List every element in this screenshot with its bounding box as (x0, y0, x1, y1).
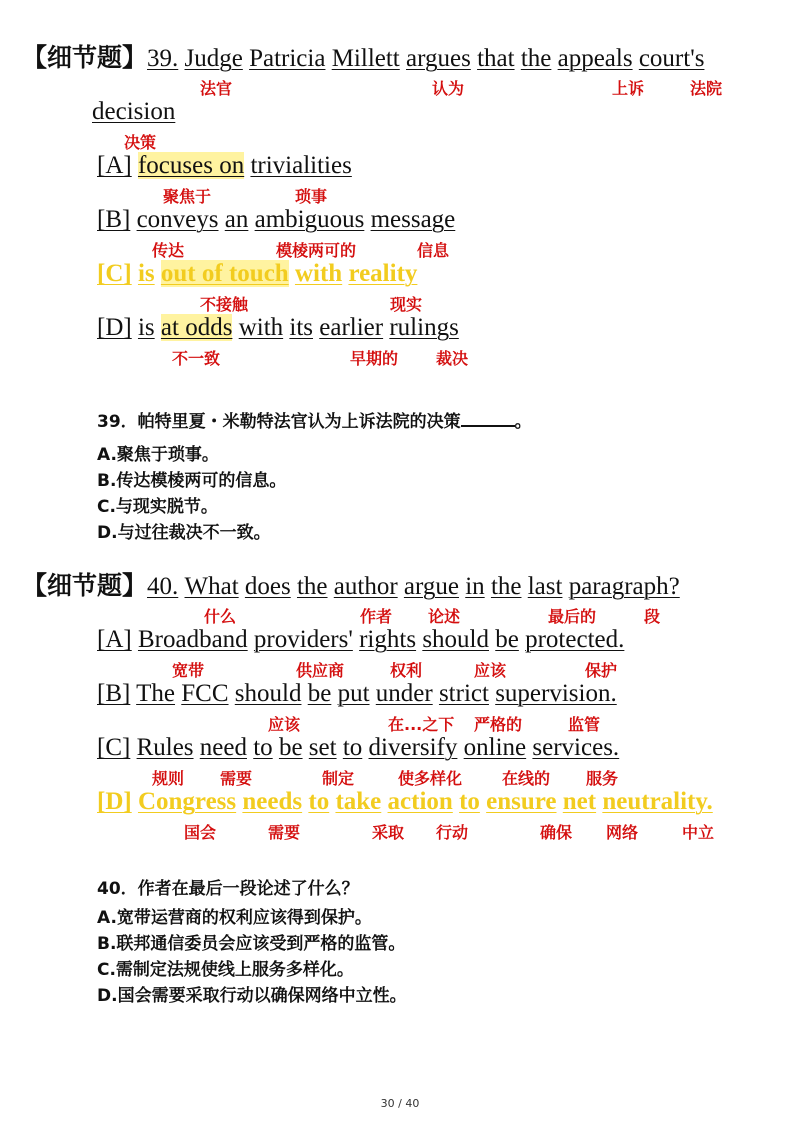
word: diversify (368, 734, 458, 761)
word: its (289, 314, 314, 341)
answer-blank (461, 411, 515, 427)
word: Congress (137, 788, 237, 815)
word: argues (406, 45, 471, 72)
word: neutrality. (602, 788, 713, 815)
gloss: 供应商 (296, 661, 345, 680)
word: should (234, 680, 302, 707)
word-highlight: out of touch (160, 260, 289, 287)
translation-39-option-b: B.传达模棱两可的信息。 (97, 471, 287, 491)
gloss: 裁决 (436, 349, 469, 368)
word-highlight: at odds (160, 314, 233, 341)
gloss: 国会 (184, 823, 217, 842)
translation-39-stem (97, 407, 532, 432)
gloss: 需要 (220, 769, 253, 788)
word: [C] (97, 260, 132, 287)
gloss: 监管 (568, 715, 601, 734)
word: needs (242, 788, 303, 815)
word: supervision. (495, 680, 617, 707)
gloss: 传达 (152, 241, 185, 260)
word: rulings (389, 314, 459, 341)
gloss: 什么 (204, 607, 237, 626)
word: reality (348, 260, 418, 287)
word: to (342, 734, 363, 761)
word: Rules (136, 734, 194, 761)
word: FCC (181, 680, 229, 707)
gloss: 上诉 (612, 79, 645, 98)
gloss: 中立 (682, 823, 715, 842)
word: Broadband (137, 626, 248, 653)
gloss: 法官 (200, 79, 233, 98)
word: put (337, 680, 370, 707)
gloss: 模棱两可的 (276, 241, 357, 260)
gloss: 使多样化 (398, 769, 463, 788)
page-number (0, 1097, 800, 1110)
gloss: 聚焦于 (163, 187, 212, 206)
word: [D] (97, 314, 132, 341)
word: be (307, 680, 332, 707)
word: the (520, 45, 552, 72)
option-40-d-answer (97, 786, 713, 818)
word: under (375, 680, 433, 707)
gloss: 法院 (690, 79, 723, 98)
gloss: 在线的 (502, 769, 551, 788)
word: message (370, 206, 456, 233)
word: strict (438, 680, 489, 707)
word: [D] (97, 788, 132, 815)
gloss: 行动 (436, 823, 469, 842)
word: is (137, 314, 155, 341)
gloss: 权利 (390, 661, 423, 680)
gloss: 段 (644, 607, 661, 626)
word: to (253, 734, 273, 761)
word: appeals (557, 45, 633, 72)
word: protected. (525, 626, 625, 653)
word: services. (532, 734, 620, 761)
word: to (459, 788, 480, 815)
word: last (527, 573, 563, 600)
option-40-b (97, 678, 617, 710)
word: [B] (97, 206, 131, 233)
word: in (465, 573, 485, 600)
gloss: 采取 (372, 823, 405, 842)
gloss: 不一致 (172, 349, 221, 368)
question-39-stem-cont (92, 96, 175, 128)
word: trivialities (250, 152, 352, 179)
word: net (562, 788, 597, 815)
gloss: 在...之下 (388, 715, 455, 734)
section-tag: 【细节题】 (22, 43, 148, 72)
gloss: 网络 (606, 823, 639, 842)
text: 39．帕特里夏・米勒特法官认为上诉法院的决策 (97, 412, 461, 432)
word: What (184, 573, 239, 600)
word: action (387, 788, 453, 815)
word: be (495, 626, 519, 653)
question-40-stem (22, 570, 680, 603)
word: set (308, 734, 337, 761)
gloss: 服务 (586, 769, 619, 788)
page-current: 30 (380, 1097, 395, 1110)
word: need (199, 734, 247, 761)
gloss: 琐事 (295, 187, 328, 206)
gloss: 宽带 (172, 661, 205, 680)
option-39-a (97, 150, 352, 182)
option-40-a (97, 624, 624, 656)
gloss: 需要 (268, 823, 301, 842)
word: that (477, 45, 515, 72)
word: with (294, 260, 343, 287)
word: Judge (184, 45, 243, 72)
translation-40-option-b: B.联邦通信委员会应该受到严格的监管。 (97, 934, 406, 954)
translation-39-option-d: D.与过往裁决不一致。 (97, 523, 271, 543)
gloss: 规则 (152, 769, 185, 788)
page-total: 40 (405, 1097, 420, 1110)
option-39-c-answer (97, 258, 417, 290)
word: [A] (97, 626, 132, 653)
translation-40-option-a: A.宽带运营商的权利应该得到保护。 (97, 908, 372, 928)
word: Patricia (249, 45, 326, 72)
gloss: 保护 (585, 661, 618, 680)
gloss: 决策 (124, 133, 157, 152)
word: earlier (319, 314, 384, 341)
word: with (238, 314, 284, 341)
translation-40-option-d: D.国会需要采取行动以确保网络中立性。 (97, 986, 407, 1006)
word-highlight: focuses on (137, 152, 245, 179)
word: ambiguous (254, 206, 365, 233)
gloss: 最后的 (548, 607, 597, 626)
option-39-b (97, 204, 455, 236)
gloss: 确保 (540, 823, 573, 842)
word: [B] (97, 680, 131, 707)
word: [C] (97, 734, 131, 761)
gloss: 不接触 (200, 295, 249, 314)
word: should (422, 626, 489, 653)
gloss: 信息 (417, 241, 450, 260)
translation-40-option-c: C.需制定法规使线上服务多样化。 (97, 960, 354, 980)
word: the (296, 573, 328, 600)
word: the (490, 573, 522, 600)
gloss: 严格的 (474, 715, 523, 734)
gloss: 现实 (390, 295, 423, 314)
word: does (244, 573, 291, 600)
option-39-d (97, 312, 459, 344)
gloss: 论述 (428, 607, 461, 626)
translation-39-option-a: A.聚焦于琐事。 (97, 445, 219, 465)
word: take (335, 788, 382, 815)
word: 40. (147, 573, 179, 600)
word: The (136, 680, 176, 707)
question-39-stem (22, 42, 704, 75)
word: online (463, 734, 527, 761)
word: is (137, 260, 155, 287)
word: author (333, 573, 398, 600)
word: an (224, 206, 249, 233)
option-40-c (97, 732, 619, 764)
word: paragraph? (568, 573, 680, 600)
page-separator: / (398, 1097, 402, 1110)
word: Millett (331, 45, 400, 72)
word: 39. (147, 45, 179, 72)
gloss: 制定 (322, 769, 355, 788)
word: decision (92, 98, 176, 125)
translation-39-option-c: C.与现实脱节。 (97, 497, 218, 517)
gloss: 应该 (268, 715, 301, 734)
word: to (308, 788, 330, 815)
word: court's (638, 45, 705, 72)
text: 。 (514, 412, 532, 432)
word: rights (359, 626, 417, 653)
word: be (278, 734, 303, 761)
translation-40-stem: 40．作者在最后一段论述了什么？ (97, 879, 359, 899)
gloss: 应该 (474, 661, 507, 680)
word: ensure (486, 788, 557, 815)
word: providers' (253, 626, 353, 653)
word: [A] (97, 152, 132, 179)
word: argue (403, 573, 459, 600)
gloss: 作者 (360, 607, 393, 626)
word: conveys (136, 206, 219, 233)
gloss: 早期的 (350, 349, 399, 368)
section-tag: 【细节题】 (22, 571, 148, 600)
gloss: 认为 (432, 79, 465, 98)
